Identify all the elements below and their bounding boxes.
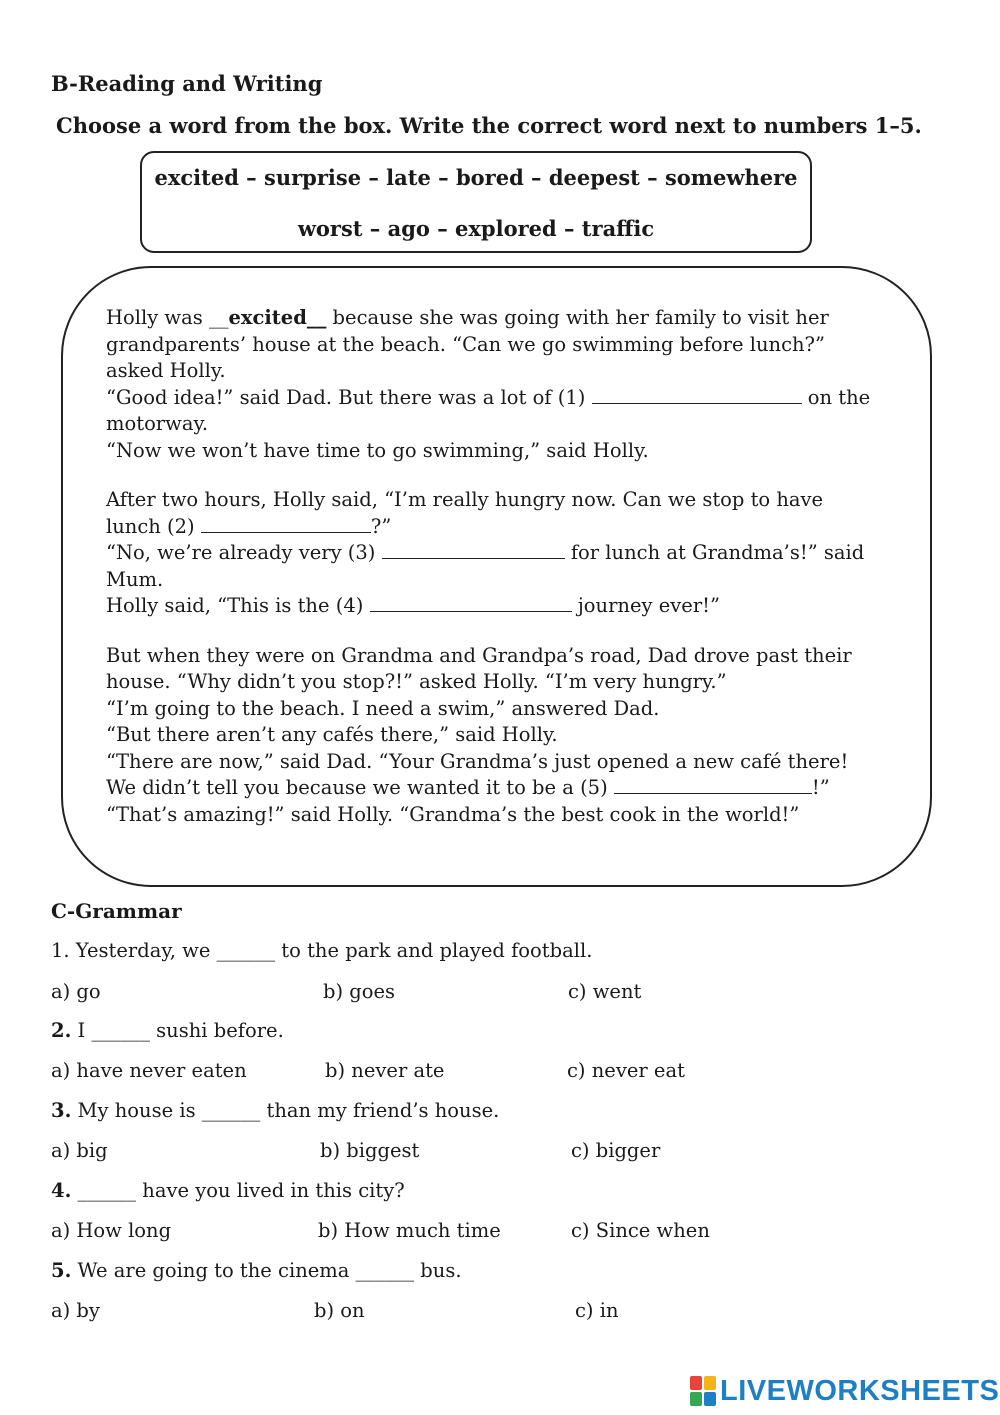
story-paragraph: “That’s amazing!” said Holly. “Grandma’s the best cook in the world!” [106,802,800,826]
q5-option-a[interactable]: a) by [51,1299,100,1322]
story-paragraph: “Good idea!” said Dad. But there was a lot of (1) on the motorway. [106,385,871,435]
q4-option-a[interactable]: a) How long [51,1219,172,1242]
example-answer: excited__ [228,306,327,329]
question-1: 1. Yesterday, we ______ to the park and played football. [51,939,593,962]
q1-option-b[interactable]: b) goes [323,980,396,1003]
liveworksheets-logo[interactable] [690,1374,999,1408]
story-paragraph: “Now we won’t have time to go swimming,” said Holly. [106,438,649,462]
word-box [140,151,812,253]
q2-option-b[interactable]: b) never ate [325,1059,445,1082]
q4-option-c[interactable]: c) Since when [571,1219,710,1242]
q1-option-c[interactable]: c) went [568,980,642,1003]
word-box-line-1: excited – surprise – late – bored – deepest – somewhere [154,165,798,190]
answer-blank-5[interactable] [614,776,812,794]
q3-option-b[interactable]: b) biggest [320,1139,420,1162]
q5-option-b[interactable]: b) on [314,1299,365,1322]
word-box-line-2: worst – ago – explored – traffic [297,216,655,241]
answer-blank-3[interactable] [382,541,565,559]
story-paragraph: “I’m going to the beach. I need a swim,” answered Dad. [106,696,660,720]
section-c-title: C-Grammar [51,899,182,923]
answer-blank-2[interactable] [201,515,371,533]
q5-option-c[interactable]: c) in [575,1299,619,1322]
liveworksheets-logo-icon [690,1376,716,1406]
answer-blank-4[interactable] [370,594,572,612]
q3-option-c[interactable]: c) bigger [571,1139,661,1162]
question-5: 5. We are going to the cinema ______ bus. [51,1259,462,1282]
question-4: 4. ______ have you lived in this city? [51,1179,405,1202]
liveworksheets-logo-text: LIVEWORKSHEETS [720,1374,1000,1407]
q4-option-b[interactable]: b) How much time [318,1219,501,1242]
question-2: 2. I ______ sushi before. [51,1019,284,1042]
section-b-instruction: Choose a word from the box. Write the correct word next to numbers 1–5. [56,113,922,138]
story-paragraph: Holly said, “This is the (4) journey ever!” [106,594,720,617]
story-paragraph: “But there aren’t any cafés there,” said Holly. [106,723,558,746]
story-paragraph: After two hours, Holly said, “I’m really hungry now. Can we stop to have lunch (2) ?” [106,488,824,538]
story-paragraph: But when they were on Grandma and Grandpa’s road, Dad drove past their house. “Why didn’t you stop?!” asked Holly. “I’m very hungry.” [106,643,852,693]
story-paragraph: “No, we’re already very (3) for lunch at Grandma’s!” said Mum. [106,541,865,591]
story-paragraph: “There are now,” said Dad. “Your Grandma’s just opened a new café there! We didn’t tell you because we wanted it to be a (5) !” [106,749,849,799]
story-text [106,305,876,828]
q1-option-a[interactable]: a) go [51,980,101,1003]
section-b-title: B-Reading and Writing [51,71,323,96]
answer-blank-1[interactable] [592,386,802,404]
q2-option-a[interactable]: a) have never eaten [51,1059,247,1082]
story-paragraph: Holly was __excited__ because she was going with her family to visit her grandparents’ house at the beach. “Can we go swimming before lunch?” asked Holly. [106,306,829,382]
q3-option-a[interactable]: a) big [51,1139,108,1162]
question-3: 3. My house is ______ than my friend’s house. [51,1099,500,1122]
q2-option-c[interactable]: c) never eat [567,1059,685,1082]
